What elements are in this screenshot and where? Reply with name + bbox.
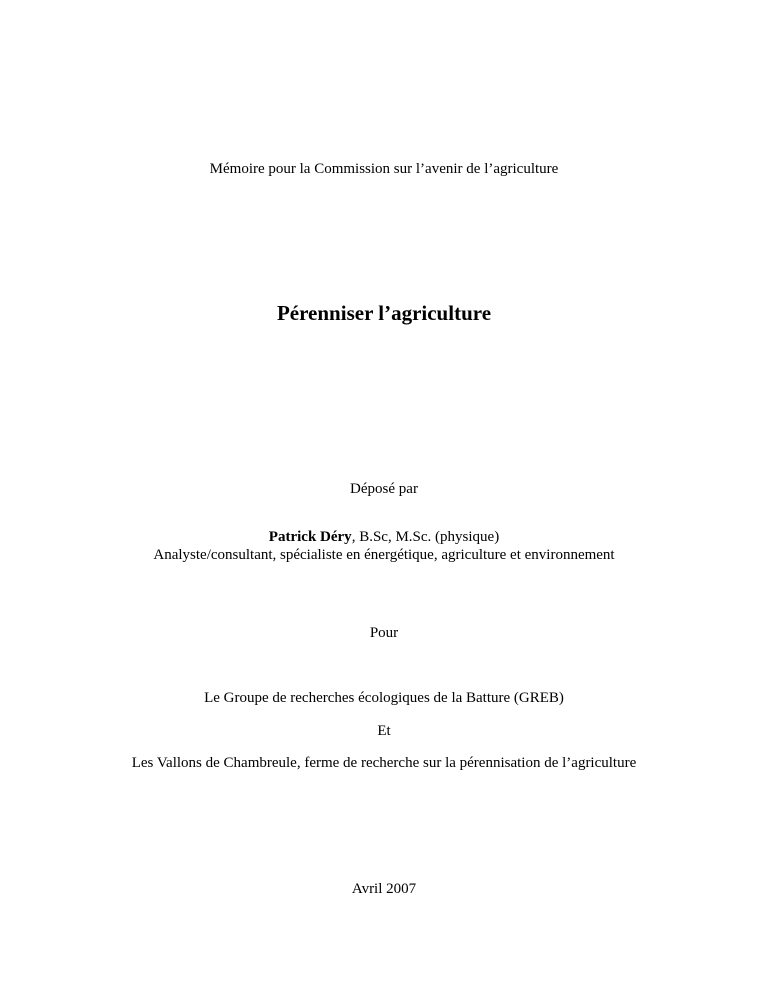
author-role: Analyste/consultant, spécialiste en énergétique, agriculture et environnement <box>153 547 615 563</box>
author-credentials: , B.Sc, M.Sc. (physique) <box>351 529 500 545</box>
document-title: Pérenniser l’agriculture <box>276 301 492 325</box>
author-name: Patrick Déry <box>268 529 352 545</box>
author-line <box>0 528 768 546</box>
for-label: Pour <box>369 625 399 641</box>
conjunction-et: Et <box>377 723 391 739</box>
submission-heading: Mémoire pour la Commission sur l’avenir de l’agriculture <box>209 161 559 177</box>
submitted-by-label: Déposé par <box>350 481 418 497</box>
organization-greb: Le Groupe de recherches écologiques de la Batture (GREB) <box>204 690 564 706</box>
document-date: Avril 2007 <box>351 881 417 897</box>
organization-vallons: Les Vallons de Chambreule, ferme de recherche sur la pérennisation de l’agriculture <box>131 755 637 771</box>
